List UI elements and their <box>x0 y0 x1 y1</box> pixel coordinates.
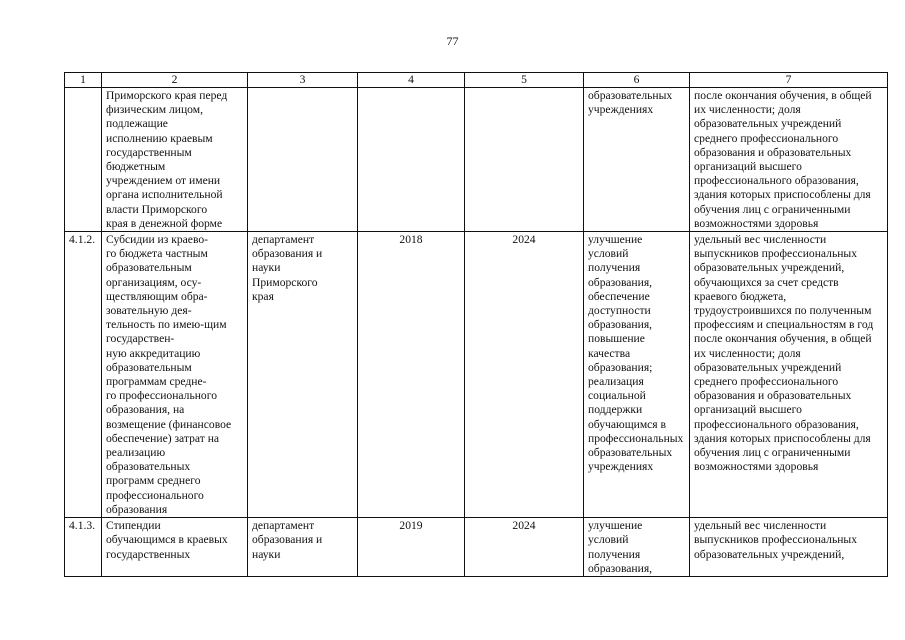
row-number: 4.1.2. <box>65 232 102 518</box>
table-row <box>65 232 888 518</box>
header-col-3: 3 <box>248 73 358 88</box>
executor <box>248 88 358 232</box>
measure-name: Стипендии обучающимся в краевых государственных <box>102 518 248 577</box>
header-col-7: 7 <box>690 73 888 88</box>
executor: департамент образования и науки Приморского края <box>248 232 358 518</box>
expected-result: улучшение условий получения образования, <box>584 518 690 577</box>
measure-name: Субсидии из краево- го бюджета частным образовательным организациям, осу- ществляющим обра- зовательную дея- тельность по имею-щим государствен- ную аккредитацию образовательным программам средне- го профессионального образования, на возмещение (финансовое обеспечение) затрат на реализацию образовательных программ среднего профессионального образования <box>102 232 248 518</box>
header-col-6: 6 <box>584 73 690 88</box>
executor: департамент образования и науки <box>248 518 358 577</box>
header-col-1: 1 <box>65 73 102 88</box>
measure-name: Приморского края перед физическим лицом, подлежащие исполнению краевым государственным бюджетным учреждением от имени органа исполнительной власти Приморского края в денежной форме <box>102 88 248 232</box>
table-row <box>65 518 888 577</box>
end-year: 2024 <box>465 518 584 577</box>
row-number <box>65 88 102 232</box>
header-col-4: 4 <box>358 73 465 88</box>
page-number: 77 <box>446 34 459 48</box>
end-year <box>465 88 584 232</box>
expected-result: улучшение условий получения образования, обеспечение доступности образования, повышение качества образования; реализация социальной поддержки обучающимся в профессиональных образовательных учреждениях <box>584 232 690 518</box>
program-table <box>64 72 888 577</box>
start-year: 2018 <box>358 232 465 518</box>
start-year <box>358 88 465 232</box>
header-col-5: 5 <box>465 73 584 88</box>
indicator: удельный вес численности выпускников профессиональных образовательных учреждений, <box>690 518 888 577</box>
table-row <box>65 88 888 232</box>
indicator: удельный вес численности выпускников профессиональных образовательных учреждений, обучающихся за счет средств краевого бюджета, трудоустроившихся по полученным профессиям и специальностям в год после окончания обучения, в общей их численности; доля образовательных учреждений среднего профессионального образования и образовательных организаций высшего профессионального образования, здания которых приспособлены для обучения лиц с ограниченными возможностями здоровья <box>690 232 888 518</box>
row-number: 4.1.3. <box>65 518 102 577</box>
header-row <box>65 73 888 88</box>
start-year: 2019 <box>358 518 465 577</box>
end-year: 2024 <box>465 232 584 518</box>
indicator: после окончания обучения, в общей их численности; доля образовательных учреждений среднего профессионального образования и образовательных организаций высшего профессионального образования, здания которых приспособлены для обучения лиц с ограниченными возможностями здоровья <box>690 88 888 232</box>
header-col-2: 2 <box>102 73 248 88</box>
expected-result: образовательных учреждениях <box>584 88 690 232</box>
